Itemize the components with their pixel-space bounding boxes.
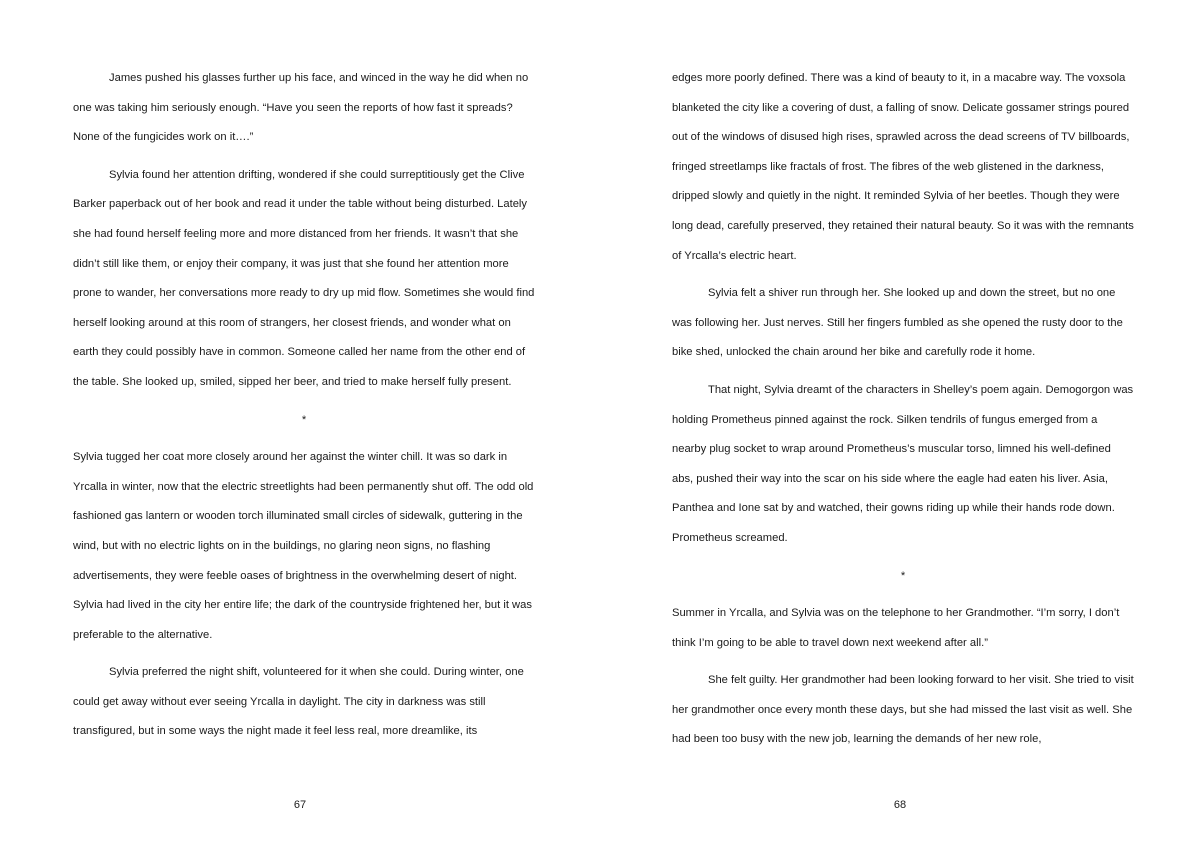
- paragraph: That night, Sylvia dreamt of the characters in Shelley’s poem again. Demogorgon was holding Prometheus pinned against the rock. Silken tendrils of fungus emerged from a nearby plug socket to wrap around Prometheus’s muscular torso, limned his well-defined abs, pushed their way into the scar on his side where the eagle had eaten his liver. Asia, Panthea and Ione sat by and watched, their gowns riding up while their hands rode down. Prometheus screamed.: [672, 383, 1134, 544]
- paragraph: Sylvia found her attention drifting, wondered if she could surreptitiously get the Clive Barker paperback out of her book and read it under the table without being disturbed. Lately she had found herself feeling more and more distanced from her friends. It wasn’t that she didn’t still like them, or enjoy their company, it was just that she found her attention more prone to wander, her conversations more ready to dry up mid flow. Sometimes she would find herself looking around at this room of strangers, her closest friends, and wonder what on earth they could possibly have in common. Someone called her name from the other end of the table. She looked up, smiled, sipped her beer, and tried to make herself fully present.: [73, 168, 535, 388]
- paragraph: edges more poorly defined. There was a kind of beauty to it, in a macabre way. The voxsola blanketed the city like a covering of dust, a falling of snow. Delicate gossamer strings poured out of the windows of disused high rises, sprawled across the dead screens of TV billboards, fringed streetlamps like fractals of frost. The fibres of the web glistened in the darkness, dripped slowly and quietly in the night. It reminded Sylvia of her beetles. Though they were long dead, carefully preserved, they retained their natural beauty. So it was with the remnants of Yrcalla’s electric heart.: [672, 72, 1134, 262]
- paragraph: Summer in Yrcalla, and Sylvia was on the telephone to her Grandmother. “I’m sorry, I don’t think I’m going to be able to travel down next weekend after all.”: [672, 607, 1120, 649]
- paragraph: Sylvia preferred the night shift, volunteered for it when she could. During winter, one could get away without ever seeing Yrcalla in daylight. The city in darkness was still transfigured, but in some ways the night made it feel less real, more dreamlike, its: [73, 666, 524, 738]
- right-page: [600, 0, 1200, 849]
- paragraph: She felt guilty. Her grandmother had been looking forward to her visit. She tried to visit her grandmother once every month these days, but she had missed the last visit as well. She had been too busy with the new job, learning the demands of her new role,: [672, 674, 1134, 746]
- paragraph: Sylvia tugged her coat more closely around her against the winter chill. It was so dark in Yrcalla in winter, now that the electric streetlights had been permanently shut off. The odd old fashioned gas lantern or wooden torch illuminated small circles of sidewalk, guttering in the wind, but with no electric lights on in the buildings, no glaring neon signs, no flashing advertisements, they were feeble oases of brightness in the overwhelming desert of night. Sylvia had lived in the city her entire life; the dark of the countryside frightened her, but it was preferable to the alternative.: [73, 451, 534, 641]
- page-number: 67: [293, 799, 307, 811]
- left-page-text: [73, 64, 535, 755]
- page-number: 68: [893, 799, 907, 811]
- paragraph: Sylvia felt a shiver run through her. She looked up and down the street, but no one was following her. Just nerves. Still her fingers fumbled as she opened the rusty door to the bike shed, unlocked the chain around her bike and carefully rode it home.: [672, 287, 1123, 359]
- paragraph: James pushed his glasses further up his face, and winced in the way he did when no one was taking him seriously enough. “Have you seen the reports of how fast it spreads? None of the fungicides work on it….”: [73, 72, 529, 144]
- section-separator: *: [900, 569, 906, 582]
- right-page-text: [672, 64, 1134, 763]
- section-separator: *: [301, 413, 307, 426]
